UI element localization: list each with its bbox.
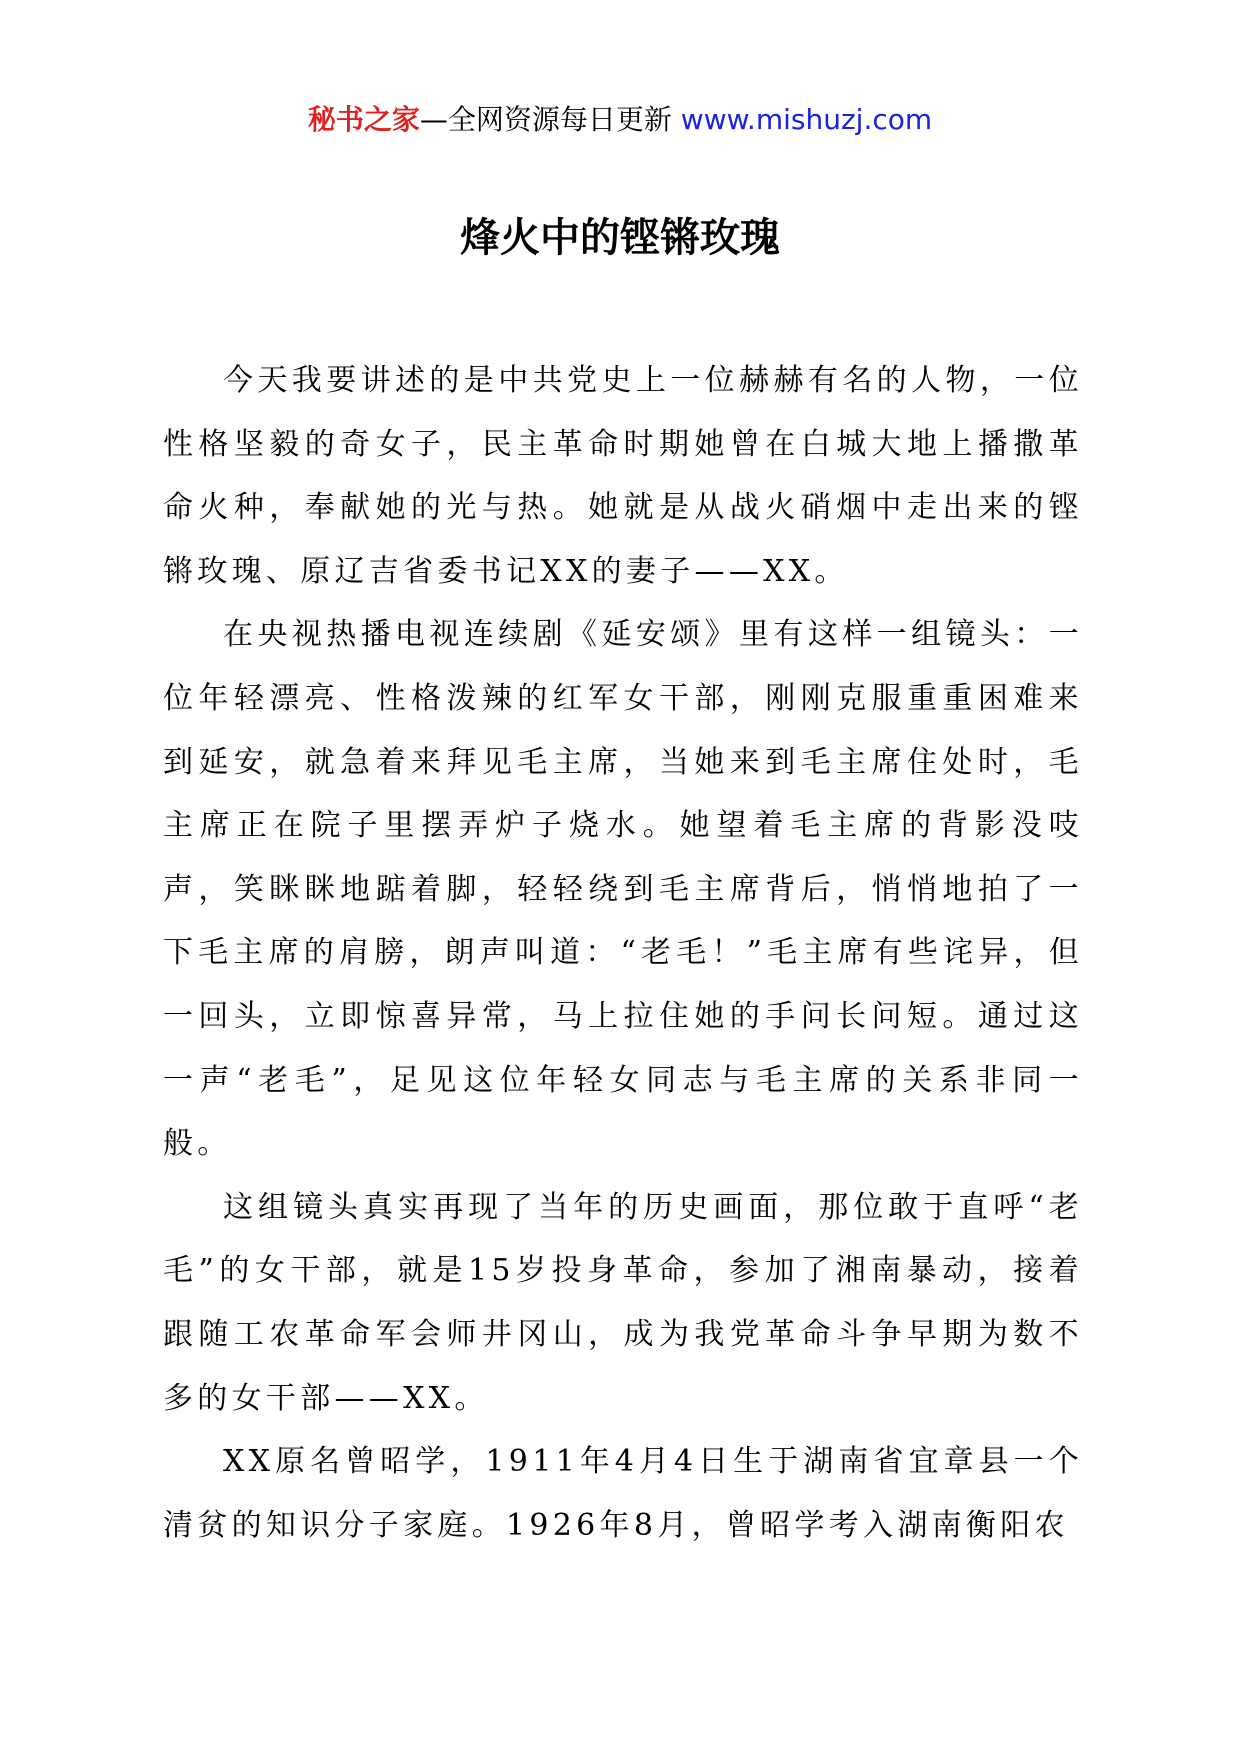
site-url-link[interactable]: www.mishuzj.com	[680, 103, 933, 136]
site-header	[0, 100, 1240, 140]
document-title: 烽火中的铿锵玫瑰	[460, 214, 780, 261]
paragraph: 今天我要讲述的是中共党史上一位赫赫有名的人物，一位性格坚毅的奇女子，民主革命时期她曾在白城大地上播撒革命火种，奉献她的光与热。她就是从战火硝烟中走出来的铿锵玫瑰、原辽吉省委书记XX的妻子——XX。	[163, 363, 1083, 589]
paragraph: 在央视热播电视连续剧《延安颂》里有这样一组镜头：一位年轻漂亮、性格泼辣的红军女干部，刚刚克服重重困难来到延安，就急着来拜见毛主席，当她来到毛主席住处时，毛主席正在院子里摆弄炉子烧水。她望着毛主席的背影没吱声，笑眯眯地踮着脚，轻轻绕到毛主席背后，悄悄地拍了一下毛主席的肩膀，朗声叫道：“老毛！”毛主席有些诧异，但一回头，立即惊喜异常，马上拉住她的手问长问短。通过这一声“老毛”，足见这位年轻女同志与毛主席的关系非同一般。	[163, 617, 1083, 1162]
paragraph: XX原名曾昭学，1911年4月4日生于湖南省宜章县一个清贫的知识分子家庭。1926年8月，曾昭学考入湖南衡阳农	[163, 1444, 1083, 1543]
document-body	[163, 349, 1083, 1557]
header-slogan: —全网资源每日更新	[419, 103, 672, 136]
brand-name: 秘书之家	[307, 103, 420, 136]
paragraph: 这组镜头真实再现了当年的历史画面，那位敢于直呼“老毛”的女干部，就是15岁投身革命，参加了湘南暴动，接着跟随工农革命军会师井冈山，成为我党革命斗争早期为数不多的女干部——XX。	[163, 1189, 1083, 1416]
